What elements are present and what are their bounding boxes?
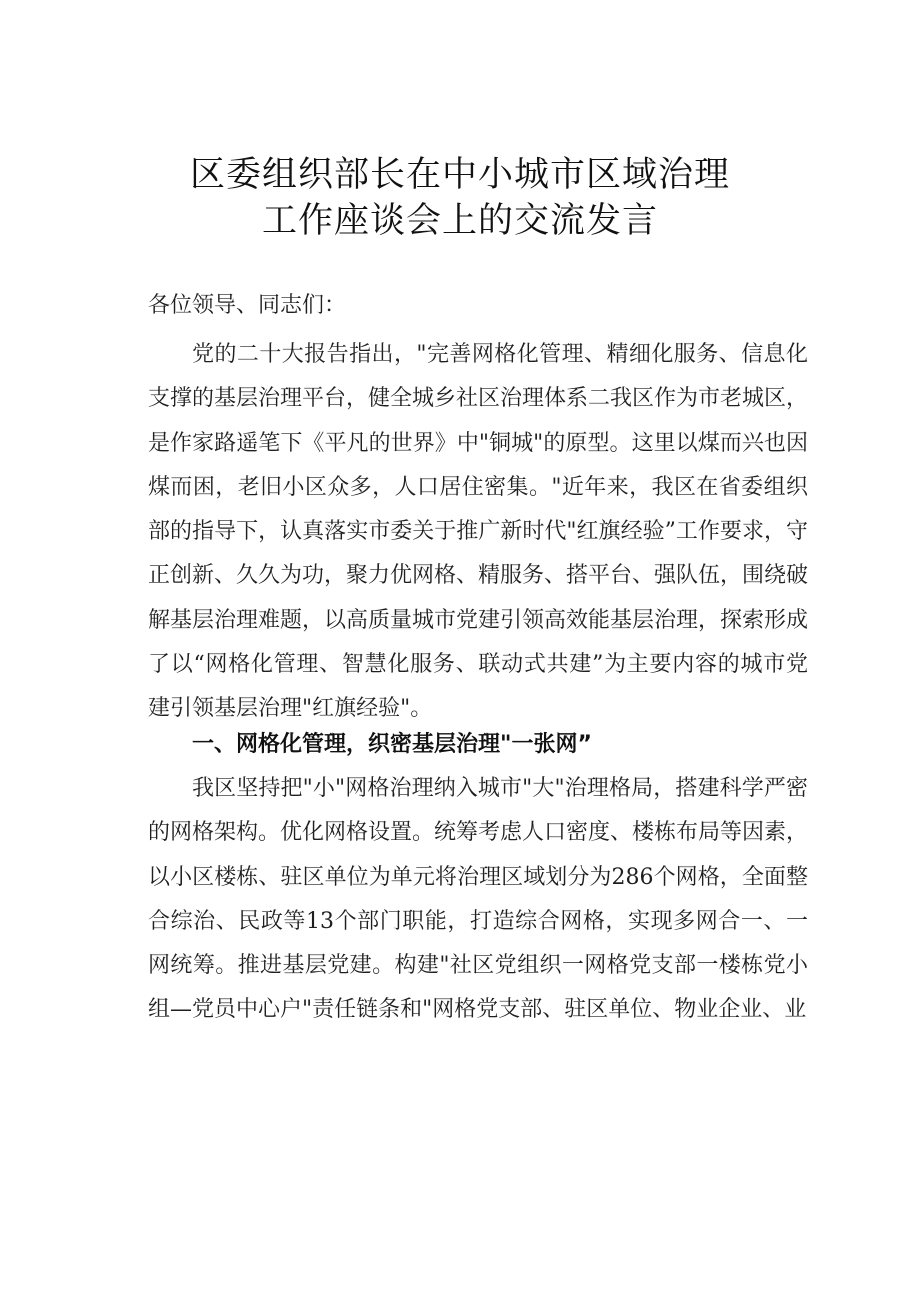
paragraph-intro: 党的二十大报告指出，"完善网格化管理、精细化服务、信息化支撑的基层治理平台，健全城乡社区治理体系二我区作为市老城区，是作家路遥笔下《平凡的世界》中"铜城"的原型。这里以煤而兴也因煤而困，老旧小区众多，人口居住密集。"近年来，我区在省委组织部的指导下，认真落实市委关于推广新时代"红旗经验”工作要求，守正创新、久久为功，聚力优网格、精服务、搭平台、强队伍，围绕破解基层治理难题，以高质量城市党建引领高效能基层治理，探索形成了以“网格化管理、智慧化服务、联动式共建”为主要内容的城市党建引领基层治理"红旗经验"。	[148, 342, 809, 722]
salutation: 各位领导、同志们：	[148, 293, 347, 318]
title-line-2: 工作座谈会上的交流发言	[261, 201, 658, 241]
paragraph-section-1: 我区坚持把"小"网格治理纳入城市"大"治理格局，搭建科学严密的网格架构。优化网格设置。统筹考虑人口密度、楼栋布局等因素，以小区楼栋、驻区单位为单元将治理区域划分为286个网格，全面整合综治、民政等13个部门职能，打造综合网格，实现多网合一、一网统筹。推进基层党建。构建"社区党组织一网格党支部一楼栋党小组—党员中心户"责任链条和"网格党支部、驻区单位、物业企业、业	[148, 776, 809, 1023]
title-line-1: 区委组织部长在中小城市区域治理	[189, 155, 730, 195]
section-heading-1: 一、网格化管理，织密基层治理"一张网”	[192, 732, 592, 757]
document-title	[0, 152, 920, 244]
